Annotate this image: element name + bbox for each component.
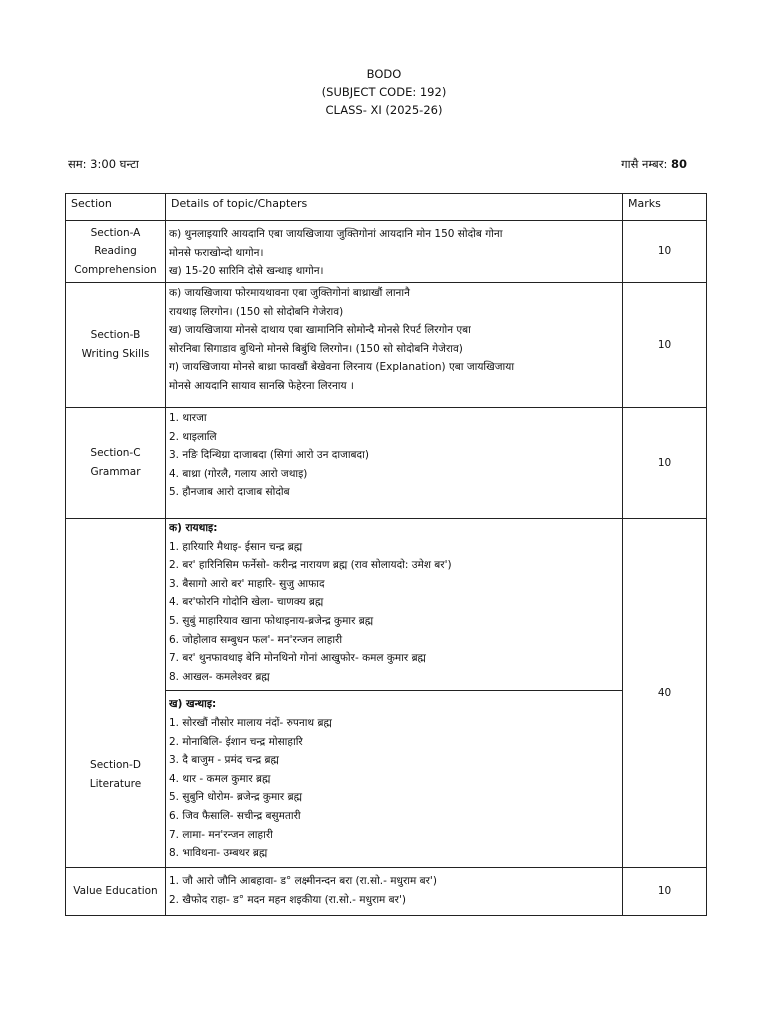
exam-time: सम: 3:00 घन्टा bbox=[68, 157, 139, 171]
section-a-marks: 10 bbox=[623, 221, 707, 283]
section-c-marks: 10 bbox=[623, 408, 707, 519]
section-b-name: Section-B Writing Skills bbox=[66, 283, 166, 408]
table-row bbox=[66, 519, 707, 868]
section-a-name: Section-A Reading Comprehension bbox=[66, 221, 166, 283]
poetry-title: क) रायथाइ: bbox=[169, 522, 218, 534]
total-marks bbox=[621, 157, 687, 172]
section-d-name: Section-D Literature bbox=[66, 519, 166, 868]
list-item: 3. दै बाजुम - प्रमंद चन्द्र ब्रह्म bbox=[169, 754, 279, 767]
list-item: 6. जोहोलाव सम्बुधन फल'- मन'रन्जन लाहारी bbox=[169, 633, 343, 646]
list-item: 7. बर' थुनफावथाइ बेनि मोनथिनो गोनां आखुफोर- कमल कुमार ब्रह्म bbox=[169, 652, 426, 665]
value-education-name: Value Education bbox=[66, 868, 166, 916]
header-section: Section bbox=[66, 194, 166, 221]
value-education-marks: 10 bbox=[623, 868, 707, 916]
header-details: Details of topic/Chapters bbox=[166, 194, 623, 221]
list-item: 2. मोनाबिलि- ईशान चन्द्र मोसाहारि bbox=[169, 735, 303, 748]
table-row bbox=[66, 868, 707, 916]
section-c-name: Section-C Grammar bbox=[66, 408, 166, 519]
section-b-details: क) जायखिजाया फोरमायथावना एबा जुक्तिगोनां बाथ्राखौं लानानै रायथाइ लिरगोन। (150 सो सोदोबनि गेजेराव) ख) जायखिजाया मोनसे दाथाय एबा खामानिनि सोमोन्दै मोनसे रिपर्ट लिरगोन एबा सोरनिबा सिगाडाव बुथिनो मोनसे बिबुंथि लिरगोन। (150 सो सोदोबनि गेजेराव) ग) जायखिजाया मोनसे बाथ्रा फावखौं बेखेवना लिरनाय (Explanation) एबा जायखिजाया मोनसे आयदानि सायाव सानस्रि फेहेरना लिरनाय । bbox=[166, 283, 623, 408]
subject-title: BODO bbox=[366, 67, 402, 81]
subsection-divider bbox=[166, 690, 622, 691]
section-d-details bbox=[166, 519, 623, 868]
list-item: 1. सोरखौं नौसोर मालाय नंदों- रुपनाथ ब्रह्म bbox=[169, 716, 332, 729]
list-item: 8. भाविथना- उम्बथर ब्रह्म bbox=[169, 847, 268, 860]
table-row bbox=[66, 283, 707, 408]
list-item: 7. लामा- मन'रन्जन लाहारी bbox=[169, 828, 273, 841]
list-item: 5. सुबुं माहारियाव खाना फोथाइनाय-ब्रजेन्द्र कुमार ब्रह्म bbox=[169, 614, 374, 627]
total-marks-value: 80 bbox=[670, 157, 687, 171]
list-item: 2. बर' हारिनिसिम फर्नेसो- करीन्द्र नारायण ब्रह्म (राव सोलायदो: उमेश बर') bbox=[169, 559, 452, 572]
list-item: 1. हारियारि मैथाइ- ईसान चन्द्र ब्रह्म bbox=[169, 540, 303, 553]
table-row bbox=[66, 408, 707, 519]
list-item: 6. जिव फैसालि- सचीन्द्र बसुमतारी bbox=[169, 809, 301, 822]
list-item: 3. बैसागो आरो बर' माहारि- सुजु आफाद bbox=[169, 577, 325, 590]
total-marks-label: गासै नम्बर: bbox=[621, 157, 668, 171]
section-b-marks: 10 bbox=[623, 283, 707, 408]
table-header-row bbox=[66, 194, 707, 221]
subject-code: (SUBJECT CODE: 192) bbox=[321, 85, 447, 99]
syllabus-table bbox=[65, 193, 707, 916]
list-item: 4. बर'फोरनि गोदोनि खेला- चाणक्य ब्रह्म bbox=[169, 596, 324, 609]
header-marks: Marks bbox=[623, 194, 707, 221]
table-row bbox=[66, 221, 707, 283]
value-education-details: 1. जौ आरो जौनि आबहावा- ड° लक्ष्मीनन्दन बरा (रा.सो.- मधुराम बर') 2. खैफोद राहा- ड° मदन महन शइकीया (रा.सो.- मधुराम बर') bbox=[166, 868, 623, 916]
list-item: 4. थार - कमल कुमार ब्रह्म bbox=[169, 772, 271, 785]
class-title: CLASS- XI (2025-26) bbox=[325, 103, 443, 117]
list-item: 5. सुबुनि धोरोम- ब्रजेन्द्र कुमार ब्रह्म bbox=[169, 791, 302, 804]
section-a-details: क) थुनलाइयारि आयदानि एबा जायखिजाया जुक्तिगोनां आयदानि मोन 150 सोदोब गोना मोनसे फराखोन्दो थागोन। ख) 15-20 सारिनि दोसे खन्थाइ थागोन। bbox=[166, 221, 623, 283]
list-item: 8. आखल- कमलेश्वर ब्रह्म bbox=[169, 670, 270, 683]
section-c-details: 1. थारजा 2. थाइलालि 3. नङि दिन्थिग्रा दाजाबदा (सिगां आरो उन दाजाबदा) 4. बाथ्रा (गोरलै, गलाय आरो जथाइ) 5. हौनजाब आरो दाजाब सोदोब bbox=[166, 408, 623, 519]
section-d-marks: 40 bbox=[623, 519, 707, 868]
prose-title: ख) खन्थाइ: bbox=[169, 698, 217, 711]
